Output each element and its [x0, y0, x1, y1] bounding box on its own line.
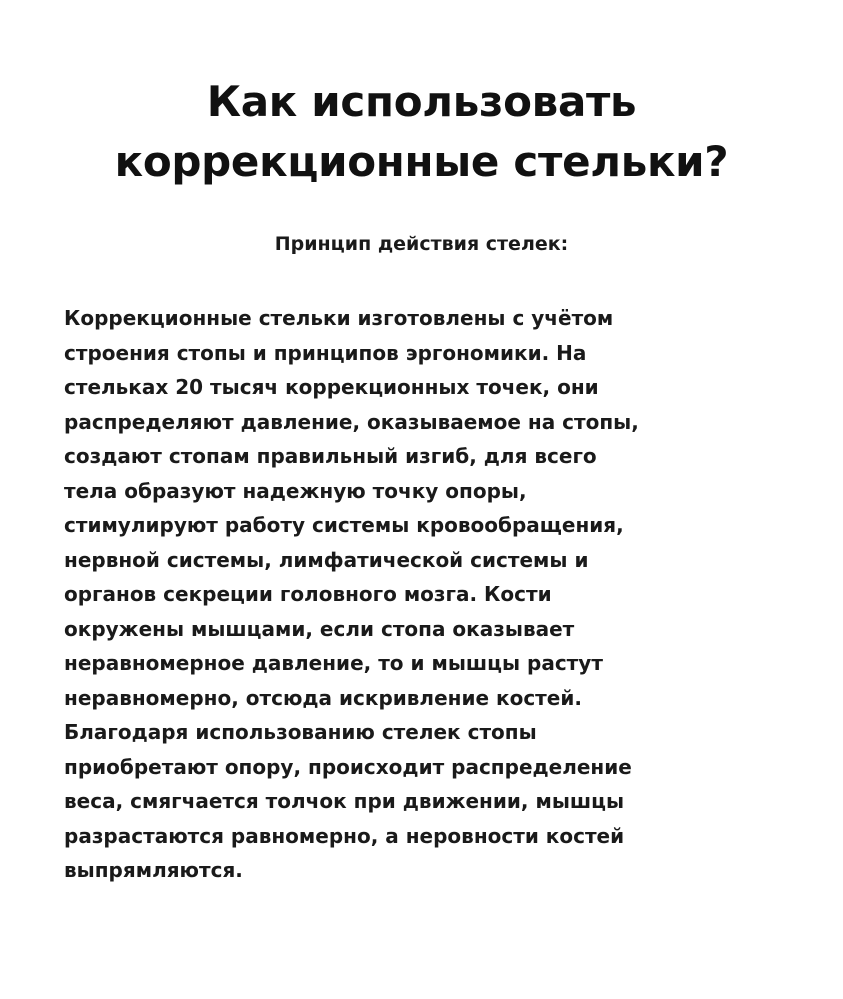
title-line: коррекционные стельки?: [114, 137, 729, 186]
paragraph-line: стельках 20 тысяч коррекционных точек, они: [64, 375, 599, 399]
section-subtitle: Принцип действия стелек:: [274, 233, 569, 255]
page-title: [40, 72, 803, 192]
title-line: Как использовать: [206, 77, 637, 126]
body-paragraph: [64, 301, 804, 888]
paragraph-line: разрастаются равномерно, а неровности костей: [64, 823, 625, 848]
paragraph-line: выпрямляются.: [64, 858, 243, 882]
paragraph-line: приобретают опору, происходит распределение: [64, 754, 632, 779]
paragraph-line: неравномерное давление, то и мышцы растут: [64, 651, 603, 675]
paragraph-line: строения стопы и принципов эргономики. На: [64, 340, 587, 365]
paragraph-line: веса, смягчается толчок при движении, мышцы: [64, 789, 625, 813]
paragraph-line: тела образуют надежную точку опоры,: [64, 478, 527, 503]
paragraph-line: создают стопам правильный изгиб, для всего: [64, 444, 597, 468]
paragraph-line: неравномерно, отсюда искривление костей.: [64, 685, 582, 710]
paragraph-line: стимулируют работу системы кровообращения,: [64, 513, 624, 537]
paragraph-line: органов секреции головного мозга. Кости: [64, 582, 552, 606]
paragraph-line: окружены мышцами, если стопа оказывает: [64, 616, 575, 641]
paragraph-line: нервной системы, лимфатической системы и: [64, 547, 589, 572]
paragraph-line: Коррекционные стельки изготовлены с учётом: [64, 306, 614, 330]
paragraph-line: Благодаря использованию стелек стопы: [64, 720, 537, 744]
paragraph-line: распределяют давление, оказываемое на стопы,: [64, 409, 639, 434]
